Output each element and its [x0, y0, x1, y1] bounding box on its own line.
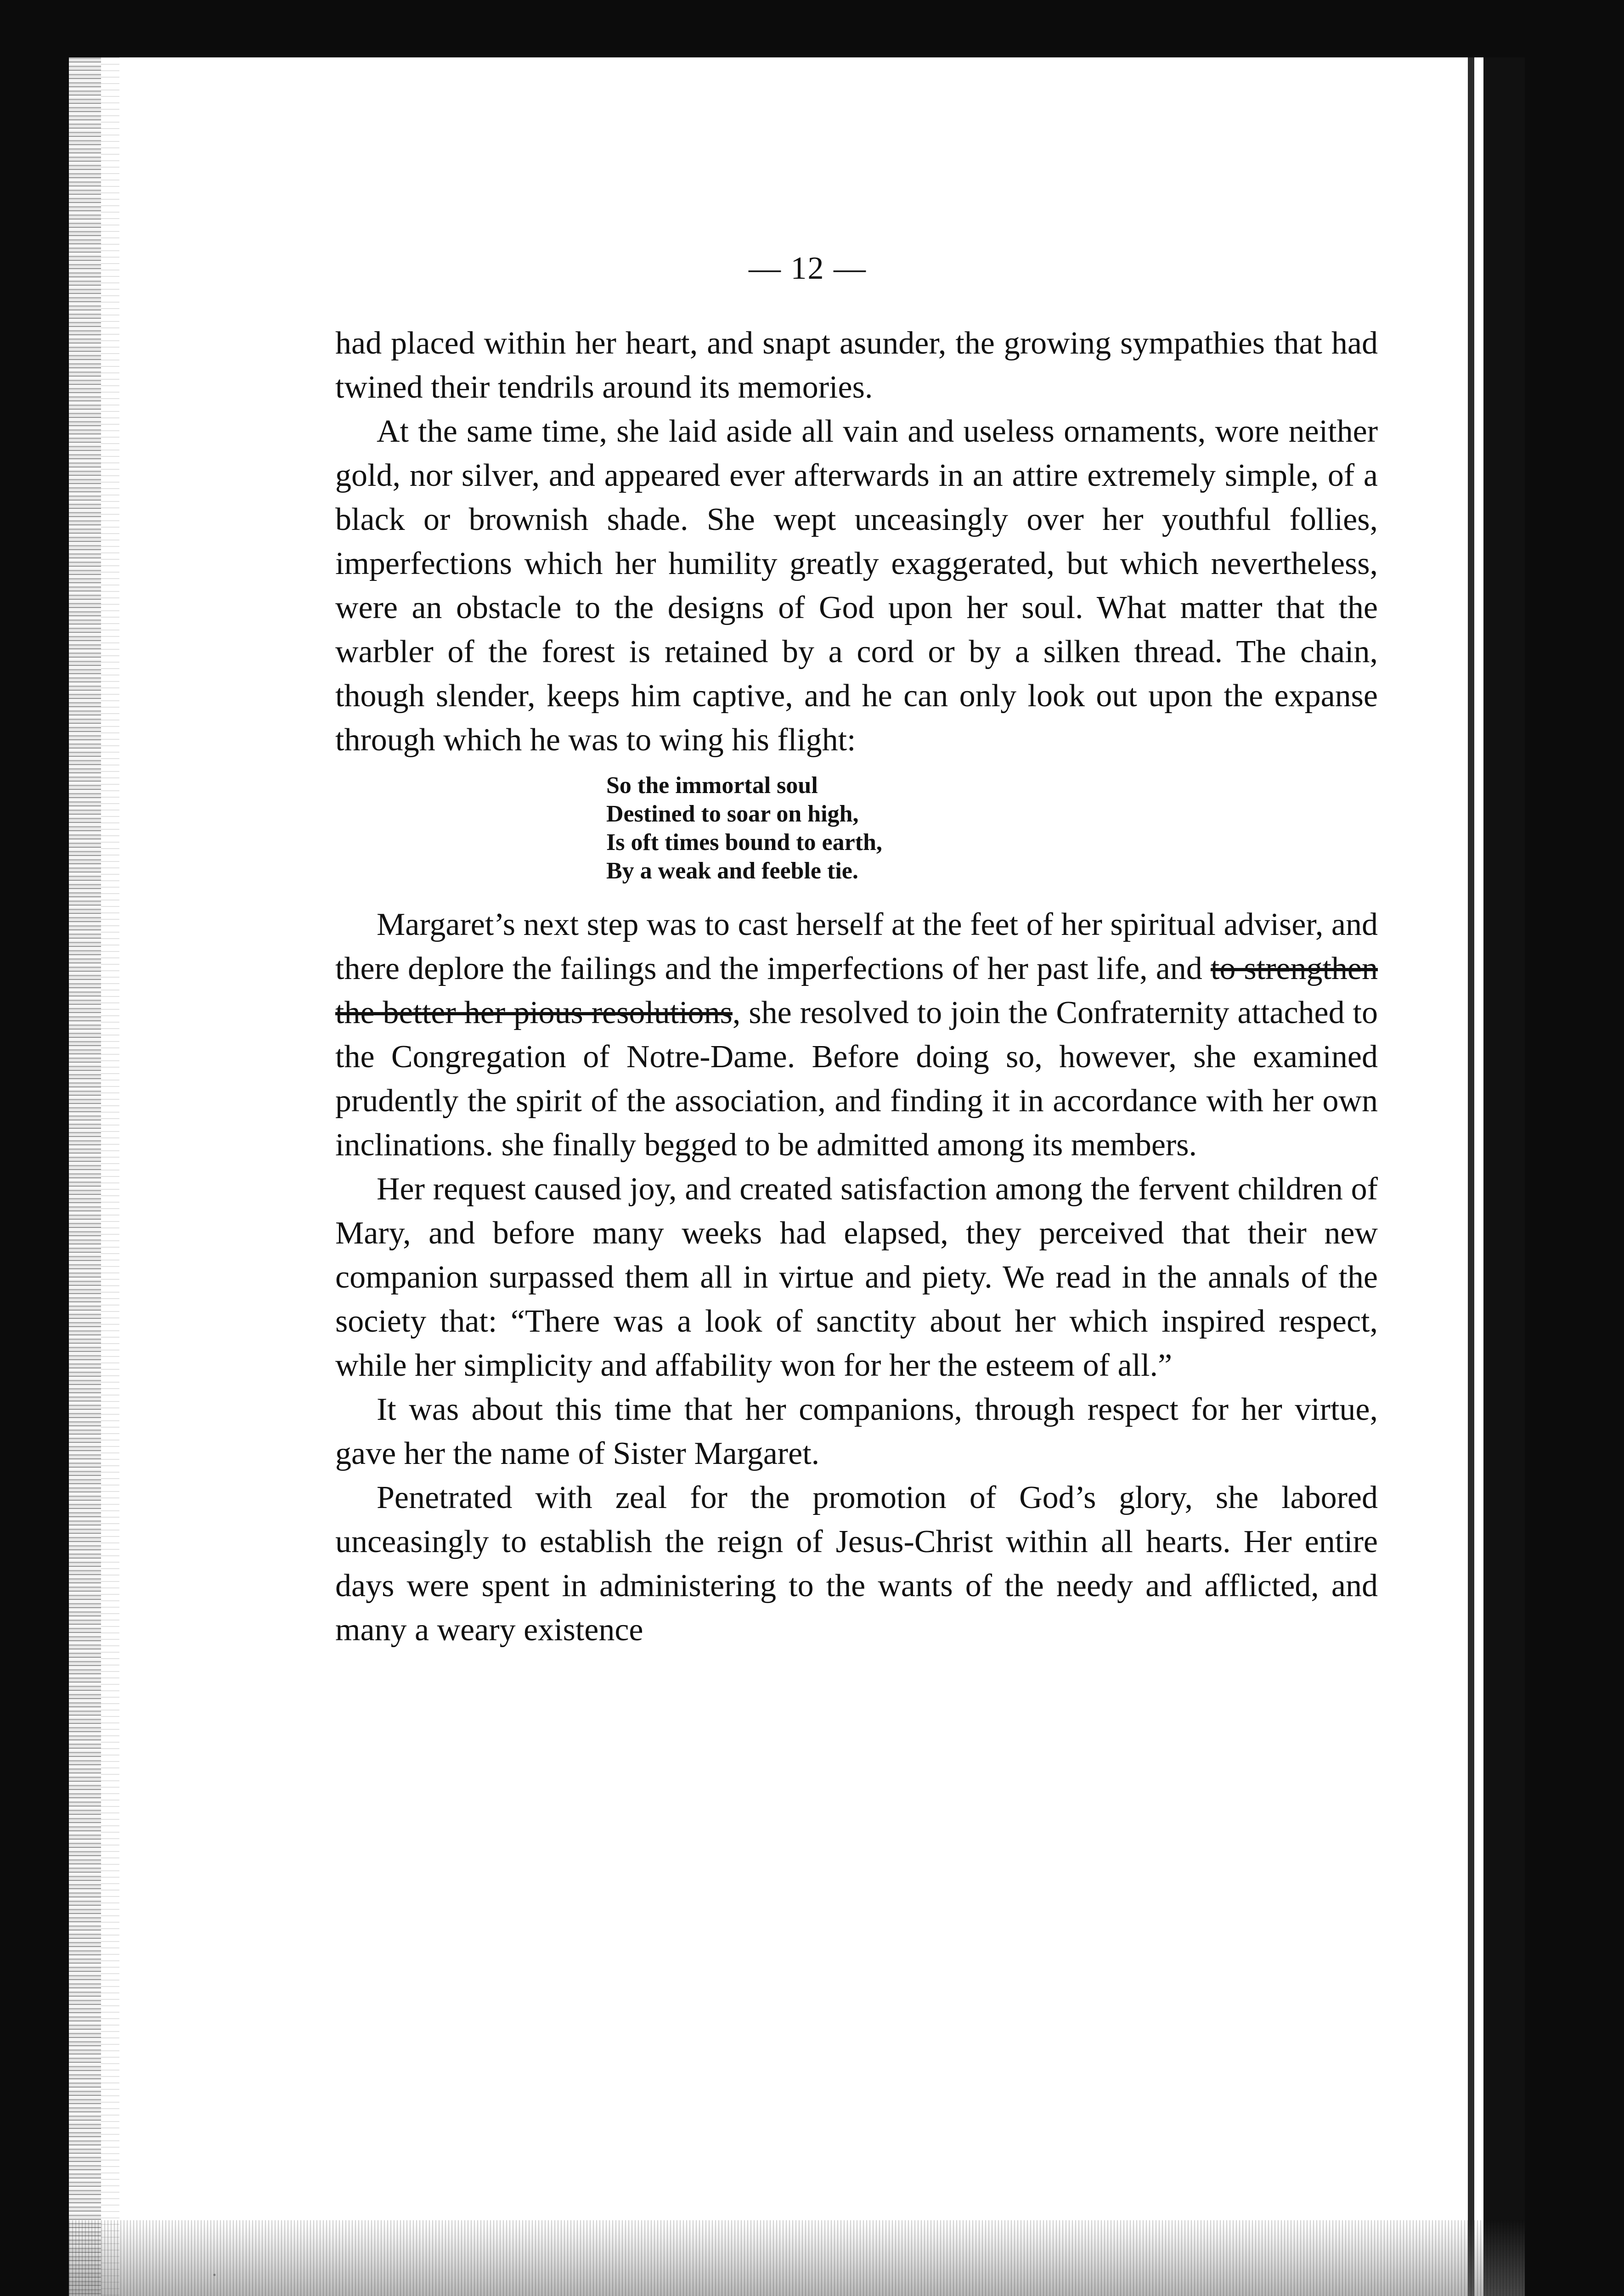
- left-scan-edge: [69, 57, 101, 2296]
- scanned-page: [69, 57, 1525, 2296]
- struck-through-text: to strengthen the better her pious resolutions: [335, 951, 1378, 1030]
- paragraph-6: Penetrated with zeal for the promotion of God’s glory, she labored unceasingly to establish the reign of Jesus-Christ within all hearts. Her entire days were spent in administering to the wants of the needy and afflicted, and many a weary existence: [335, 1480, 1378, 1648]
- verse-line-4: By a weak and feeble tie.: [606, 858, 858, 884]
- paragraph-3: [335, 903, 1378, 1167]
- paragraph-4: Her request caused joy, and created satisfaction among the fervent children of Mary, and before many weeks had elapsed, they perceived that their new companion surpassed them all in virtue and piety. We read in the annals of the society that: “There was a look of sanctity about her which inspired respect, while her simplicity and affability won for her the esteem of all.”: [335, 1171, 1378, 1383]
- right-binding-line: [1468, 57, 1474, 2296]
- paragraph-3-start: Margaret’s next step was to cast herself at the feet of her spiritual adviser, and there deplore the failings and the imperfections of her past life, and: [335, 907, 1378, 986]
- verse-line-2: Destined to soar on high,: [606, 801, 859, 827]
- paragraph-5: It was about this time that her companions, through respect for her virtue, gave her the name of Sister Margaret.: [335, 1392, 1378, 1471]
- body-text: [335, 321, 1378, 1652]
- page-number: — 12 —: [749, 251, 867, 286]
- verse-line-3: Is oft times bound to earth,: [606, 829, 882, 855]
- verse-line-1: So the immortal soul: [606, 772, 818, 799]
- paragraph-3-end: , she resolved to join the Confraternity attached to the Congregation of Notre-Dame. Before doing so, however, she examined prudently the spirit of the association, and finding it in accordance with her own inclinations. she finally begged to be admitted among its members.: [335, 995, 1378, 1163]
- bottom-scan-noise: [69, 2220, 1525, 2296]
- paragraph-1: had placed within her heart, and snapt asunder, the growing sympathies that had twined their tendrils around its memories.: [335, 326, 1378, 405]
- right-binding-edge: [1483, 57, 1525, 2296]
- paragraph-2: At the same time, she laid aside all vain and useless ornaments, wore neither gold, nor silver, and appeared ever afterwards in an attire extremely simple, of a black or brownish shade. She wept unceasingly over her youthful follies, imperfections which her humility greatly exaggerated, but which nevertheless, were an obstacle to the designs of God upon her soul. What matter that the warbler of the forest is retained by a cord or by a silken thread. The chain, though slender, keeps him captive, and he can only look out upon the expanse through which he was to wing his flight:: [335, 414, 1378, 758]
- left-scan-edge-inner: [101, 57, 119, 2296]
- verse-stanza: [606, 771, 1378, 885]
